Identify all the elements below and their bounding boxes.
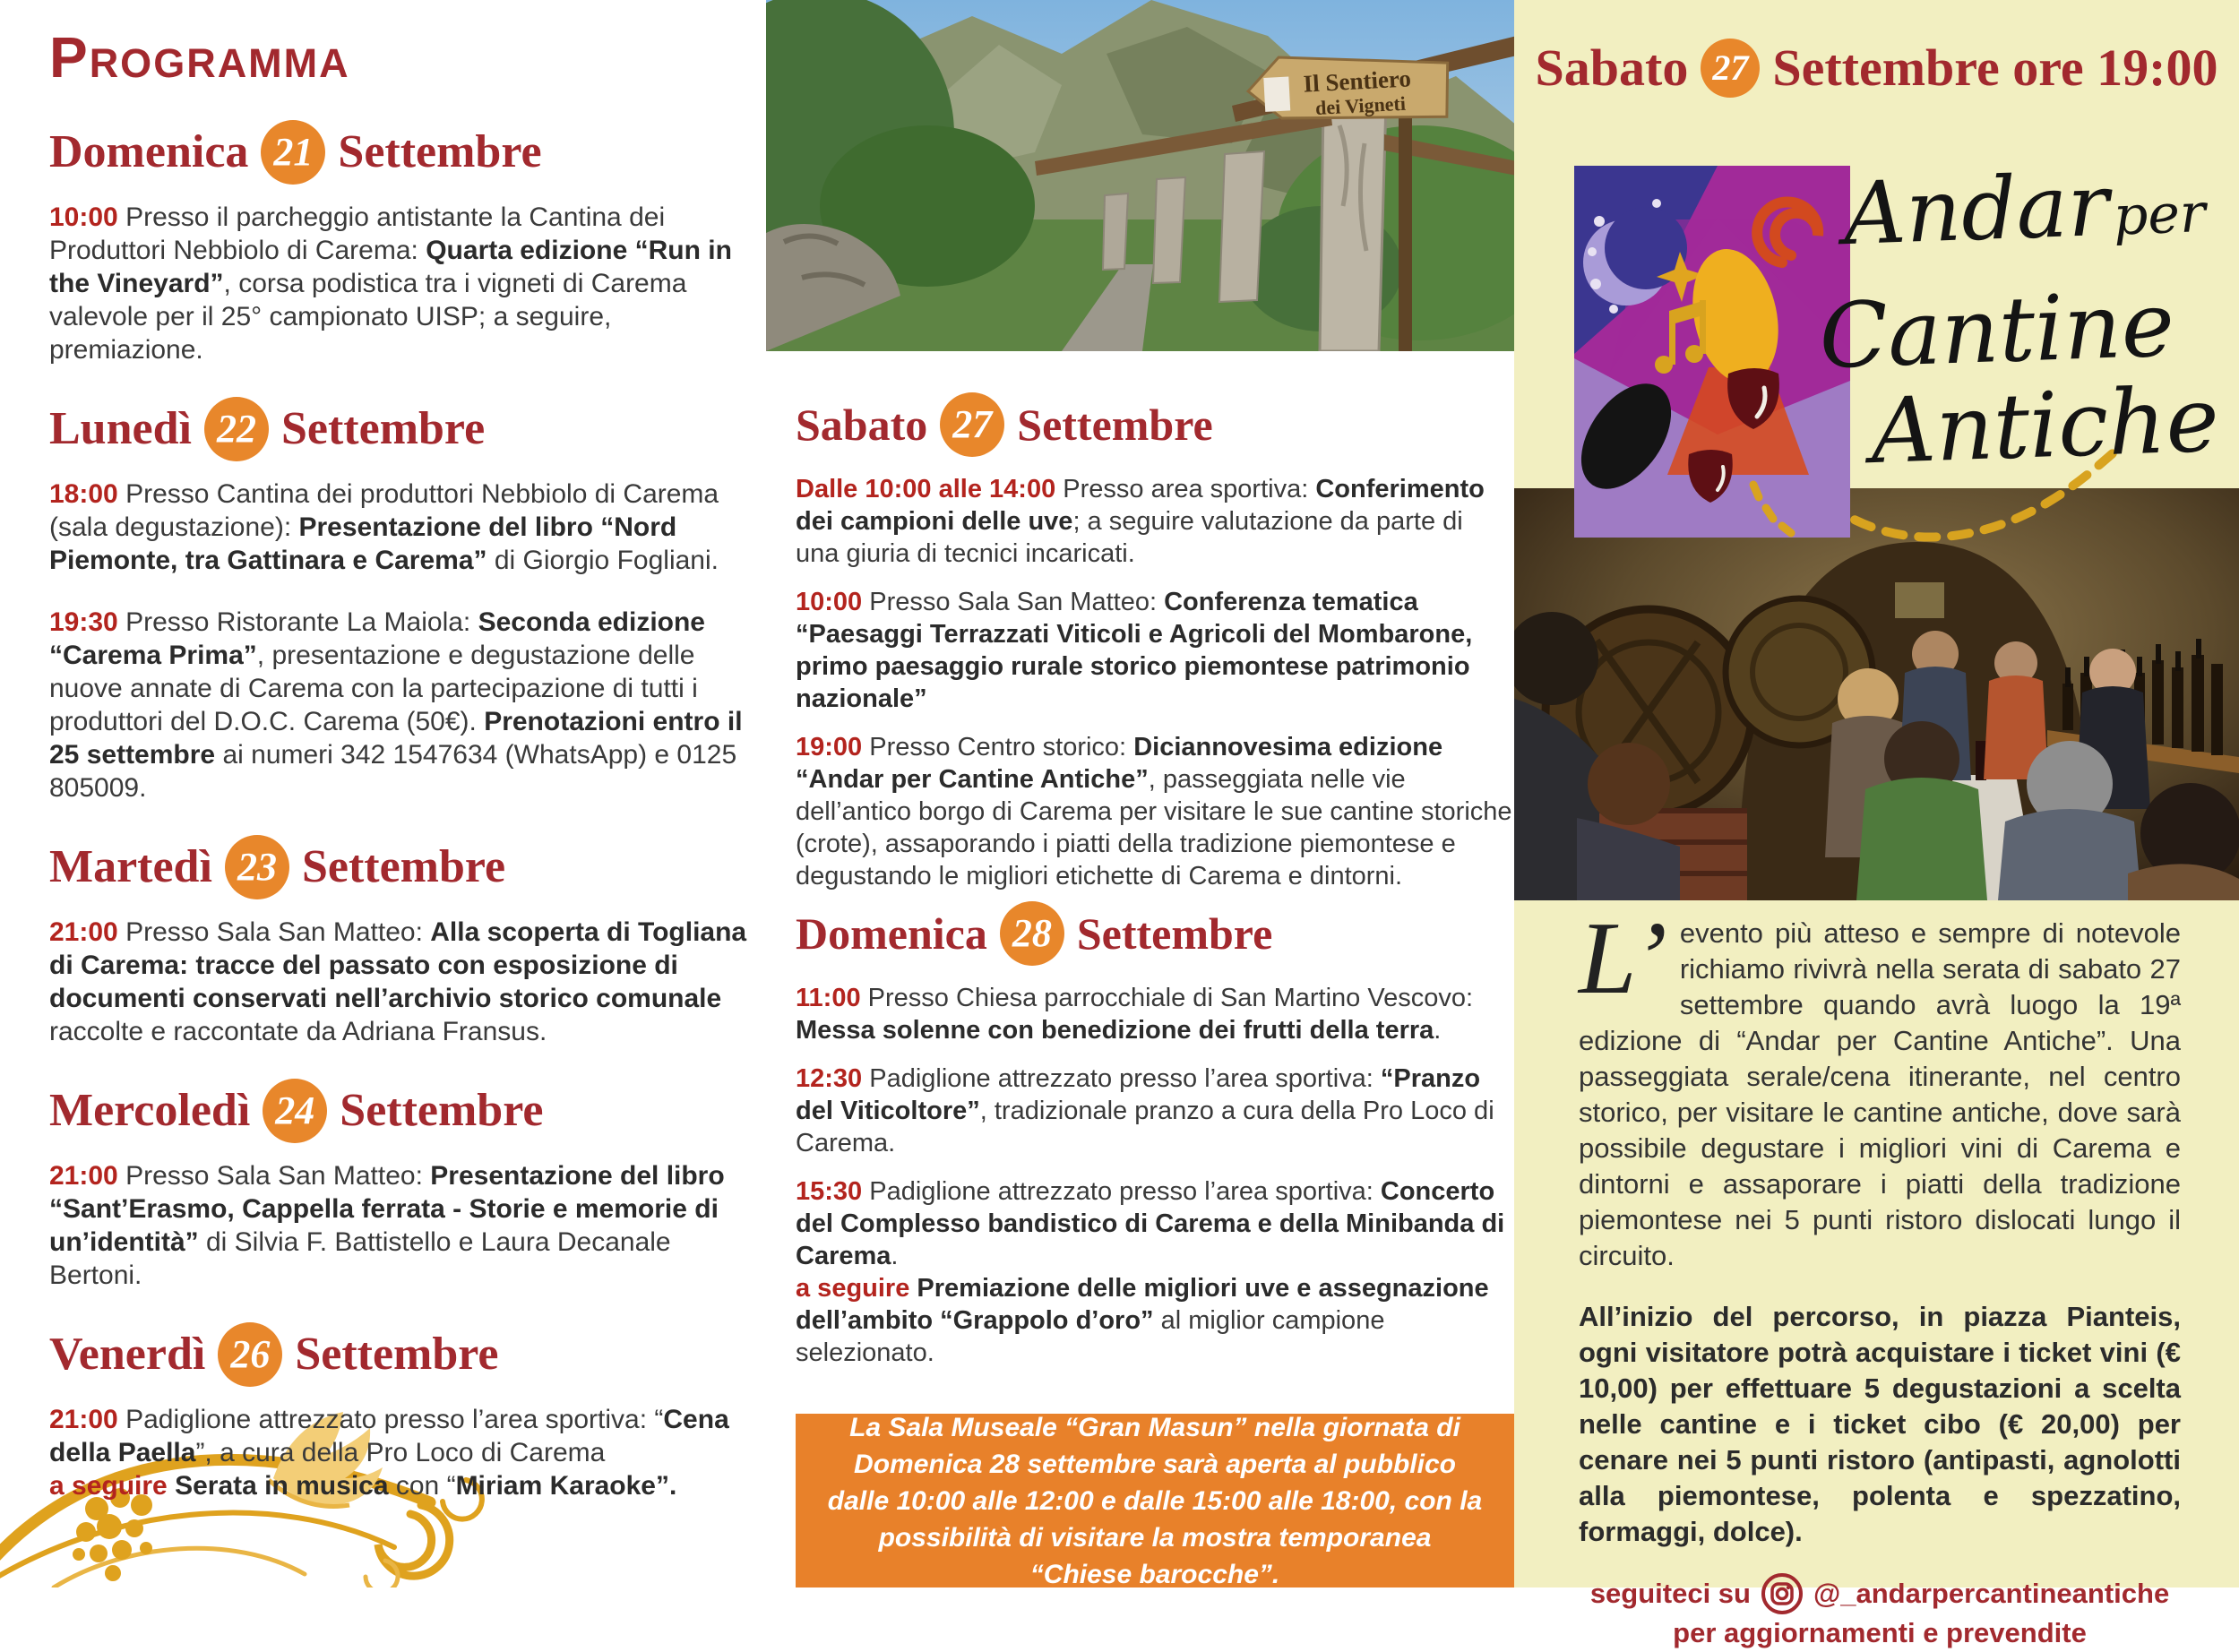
event-paragraph: 10:00 Presso Sala San Matteo: Conferenza tematica “Paesaggi Terrazzati Viticoli e Agricoli del Mombarone, primo paesaggio rurale storico piemontese patrimonio nazionale” xyxy=(796,588,1473,713)
day-name: Sabato xyxy=(1535,39,1689,97)
event-paragraph: 15:30 Padiglione attrezzato presso l’area sportiva: Concerto del Complesso bandistico di Carema e della Minibanda di Carema. xyxy=(796,1177,1505,1270)
museum-notice-text: La Sala Museale “Gran Masun” nella giornata di Domenica 28 settembre sarà aperta al pubblico dalle 10:00 alle 12:00 e dalle 15:00 alle 18:00, con la possibilità di visitare la mostra temporanea “Chiese barocche”. xyxy=(827,1412,1483,1589)
intro-paragraph xyxy=(1579,901,2181,1274)
event-date-heading xyxy=(1514,38,2239,98)
event-panel xyxy=(1514,0,2239,1648)
program-column xyxy=(49,25,759,1531)
month-name: Settembre xyxy=(280,403,486,454)
event-paragraph: Dalle 10:00 alle 14:00 Presso area sportiva: Conferimento dei campioni delle uve; a seguire valutazione da parte di una giuria di tecnici incaricati. xyxy=(796,475,1485,568)
month-name: Settembre xyxy=(338,126,542,177)
event-description xyxy=(1579,901,2181,1652)
day-heading-sabato-27 xyxy=(796,392,1512,457)
date-badge: 21 xyxy=(261,120,325,185)
date-badge: 24 xyxy=(263,1079,327,1143)
intro-text: evento più atteso e sempre di notevole richiamo rivivrà nella serata di sabato 27 settembre quando avrà luogo la 19ª edizione di “Andar per Cantine Antiche”. Una passeggiata serale/cena itinerante, nel centro storico, per visitare le cantine antiche, dove sarà possibile degustare i migliori vini di Carema e dintorni e assaporare i piatti della tradizione piemontese nei 5 punti ristoro dislocati lungo il circuito. xyxy=(1579,917,2181,1271)
social-follow-block xyxy=(1579,1573,2181,1652)
day-heading-mercoledi-24 xyxy=(49,1079,759,1143)
page-title: Programma xyxy=(49,25,350,90)
day-heading-domenica-21 xyxy=(49,120,759,185)
event-title-line1: Andar per xyxy=(1841,154,2207,265)
event-paragraph: 21:00 Padiglione attrezzato presso l’area sportiva: “Cena della Paella”, a cura della Pro Loco di Carema xyxy=(49,1405,729,1467)
day-heading-lunedi-22 xyxy=(49,397,759,461)
instagram-icon xyxy=(1761,1573,1803,1614)
event-paragraph: 21:00 Presso Sala San Matteo: Alla scoperta di Togliana di Carema: tracce del passato con esposizione di documenti conservati nell’archivio storico comunale raccolte e raccontate da Adriana Fransus. xyxy=(49,917,747,1046)
follow-label: seguiteci su xyxy=(1589,1578,1751,1609)
date-badge: 27 xyxy=(940,392,1004,457)
event-paragraph: 21:00 Presso Sala San Matteo: Presentazione del libro “Sant’Erasmo, Cappella ferrata - Storie e memorie di un’identità” di Silvia F. Battistello e Laura Decanale Bertoni. xyxy=(49,1161,725,1290)
day-name: Venerdì xyxy=(49,1329,206,1380)
drop-cap: L’ xyxy=(1579,901,1667,1016)
weekend-program-column xyxy=(796,392,1512,1385)
follow-subline: per aggiornamenti e prevendite xyxy=(1673,1617,2087,1648)
event-paragraph: 19:30 Presso Ristorante La Maiola: Seconda edizione “Carema Prima”, presentazione e degustazione delle nuove annate di Carema con la partecipazione di tutti i produttori del D.O.C. Carema (50€). Prenotazioni entro il 25 settembre ai numeri 342 1547634 (WhatsApp) e 0125 805009. xyxy=(49,607,743,803)
date-badge: 22 xyxy=(204,397,269,461)
month-name: Settembre xyxy=(1017,400,1213,450)
event-paragraph: 19:00 Presso Centro storico: Diciannovesima edizione “Andar per Cantine Antiche”, passeggiata nelle vie dell’antico borgo di Carema per visitare le sue cantine storiche (crote), assaporando i piatti della tradizione piemontese e degustando le migliori etichette di Carema e dintorni. xyxy=(796,733,1512,891)
month-name: Settembre xyxy=(1076,908,1273,959)
day-name: Sabato xyxy=(796,400,928,450)
day-heading-venerdi-26 xyxy=(49,1322,759,1387)
tickets-paragraph: All’inizio del percorso, in piazza Pianteis, ogni visitatore potrà acquistare i ticket vini (€ 10,00) per effettuare 5 degustazioni a scelta nelle cantine e i ticket cibo (€ 20,00) per cenare nei 5 punti ristoro (antipasti, agnolotti alla piemontese, polenta e spezzatino, formaggi, dolce). xyxy=(1579,1301,2181,1547)
date-badge: 26 xyxy=(218,1322,282,1387)
event-logo-illustration xyxy=(1574,166,1850,538)
svg-text:Il Sentiero: Il Sentiero xyxy=(1302,65,1412,98)
museum-notice-box xyxy=(796,1414,1514,1587)
event-title-line3: Antiche xyxy=(1869,366,2221,485)
day-heading-domenica-28 xyxy=(796,901,1512,966)
event-paragraph: 10:00 Presso il parcheggio antistante la Cantina dei Produttori Nebbiolo di Carema: Quarta edizione “Run in the Vineyard”, corsa podistica tra i vigneti di Carema valevole per il 25° campionato UISP; a seguire, premiazione. xyxy=(49,202,732,365)
day-name: Martedì xyxy=(49,841,212,892)
month-name: Settembre xyxy=(301,841,506,892)
day-name: Domenica xyxy=(49,126,249,177)
day-name: Domenica xyxy=(796,908,987,959)
day-name: Lunedì xyxy=(49,403,192,454)
month-name: Settembre xyxy=(340,1085,544,1136)
event-paragraph: 11:00 Presso Chiesa parrocchiale di San Martino Vescovo: Messa solenne con benedizione dei frutti della terra. xyxy=(796,984,1474,1045)
event-title-line2: Cantine xyxy=(1817,271,2176,390)
event-paragraph: 12:30 Padiglione attrezzato presso l’area sportiva: “Pranzo del Viticoltore”, tradizionale pranzo a cura della Pro Loco di Carema. xyxy=(796,1064,1494,1157)
event-title-script xyxy=(1812,152,2239,485)
day-name: Mercoledì xyxy=(49,1085,251,1136)
vineyard-photo xyxy=(766,0,1517,351)
day-heading-martedi-23 xyxy=(49,835,759,899)
event-paragraph: 18:00 Presso Cantina dei produttori Nebbiolo di Carema (sala degustazione): Presentazione del libro “Nord Piemonte, tra Gattinara e Carema” di Giorgio Fogliani. xyxy=(49,479,719,575)
date-badge: 27 xyxy=(1701,39,1760,98)
event-paragraph-continuation: a seguire Serata in musica con “Miriam Karaoke”. xyxy=(49,1471,677,1501)
event-paragraph-continuation: a seguire Premiazione delle migliori uve e assegnazione dell’ambito “Grappolo d’oro” al miglior campione selezionato. xyxy=(796,1274,1489,1367)
date-badge: 28 xyxy=(1000,901,1064,966)
instagram-handle: @_andarpercantineantiche xyxy=(1813,1578,2170,1609)
svg-text:dei Vigneti: dei Vigneti xyxy=(1314,91,1407,119)
social-follow-row xyxy=(1579,1573,2181,1614)
month-name: Settembre xyxy=(295,1329,499,1380)
date-time-text: Settembre ore 19:00 xyxy=(1772,39,2218,97)
date-badge: 23 xyxy=(225,835,289,899)
